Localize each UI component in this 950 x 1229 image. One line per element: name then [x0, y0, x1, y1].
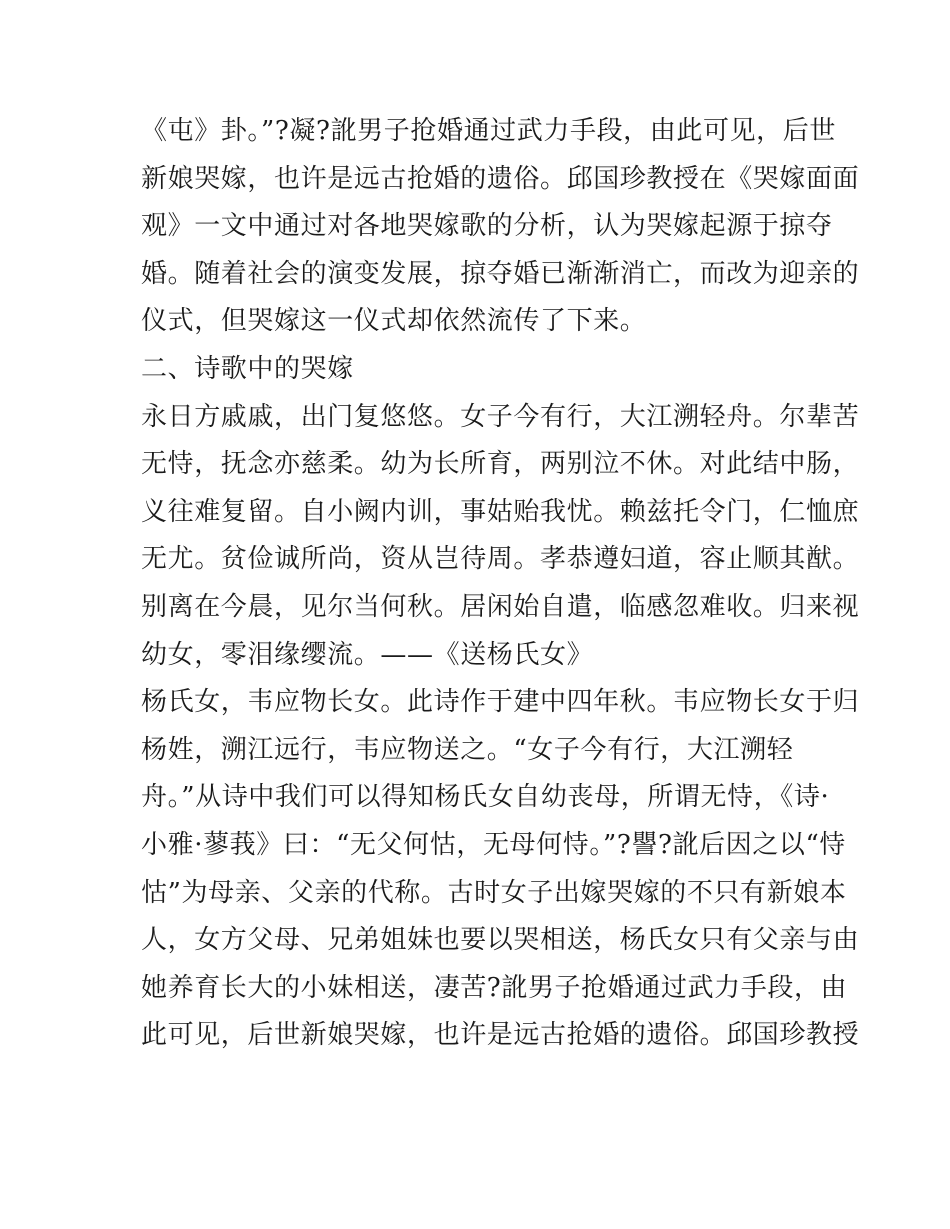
text-line: 小雅·蓼莪》曰：“无父何怙，无母何恃。”?譻?訛后因之以“恃 — [141, 829, 847, 860]
poem-line: 义往难复留。自小阙内训，事姑贻我忧。赖兹托令门，仁恤庶 — [141, 496, 860, 527]
text-line: 仪式，但哭嫁这一仪式却依然流传了下来。 — [141, 306, 647, 337]
poem-line: 幼女，零泪缘缨流。——《送杨氏女》 — [141, 639, 594, 670]
text-line: 婚。随着社会的演变发展，掠夺婚已渐渐消亡，而改为迎亲的 — [141, 258, 860, 289]
text-line: 杨姓，溯江远行，韦应物送之。“女子今有行，大江溯轻 — [141, 734, 794, 765]
text-line: 她养育长大的小妹相送，凄苦?訛男子抢婚通过武力手段，由 — [141, 972, 848, 1003]
text-line: 杨氏女，韦应物长女。此诗作于建中四年秋。韦应物长女于归 — [141, 687, 860, 718]
poem-line: 别离在今晨，见尔当何秋。居闲始自遣，临感忽难收。归来视 — [141, 591, 860, 622]
body-text — [141, 108, 860, 1060]
poem-line: 无恃，抚念亦慈柔。幼为长所育，两别泣不休。对此结中肠， — [141, 449, 860, 480]
poem-line: 无尤。贫俭诚所尚，资从岂待周。孝恭遵妇道，容止顺其猷。 — [141, 544, 860, 575]
text-line: 《屯》卦。”?凝?訛男子抢婚通过武力手段，由此可见，后世 — [141, 116, 836, 146]
text-line: 此可见，后世新娘哭嫁，也许是远古抢婚的遗俗。邱国珍教授 — [141, 1020, 860, 1051]
poem-line: 永日方戚戚，出门复悠悠。女子今有行，大江溯轻舟。尔辈苦 — [141, 401, 860, 432]
text-line: 怙”为母亲、父亲的代称。古时女子出嫁哭嫁的不只有新娘本 — [141, 877, 847, 908]
section-heading: 二、诗歌中的哭嫁 — [141, 353, 354, 384]
text-line: 新娘哭嫁，也许是远古抢婚的遗俗。邱国珍教授在《哭嫁面面 — [141, 163, 860, 194]
text-line: 舟。”从诗中我们可以得知杨氏女自幼丧母，所谓无恃，《诗· — [141, 782, 830, 813]
text-line: 观》一文中通过对各地哭嫁歌的分析，认为哭嫁起源于掠夺 — [141, 211, 833, 242]
text-line: 人，女方父母、兄弟姐妹也要以哭相送，杨氏女只有父亲与由 — [141, 925, 860, 956]
